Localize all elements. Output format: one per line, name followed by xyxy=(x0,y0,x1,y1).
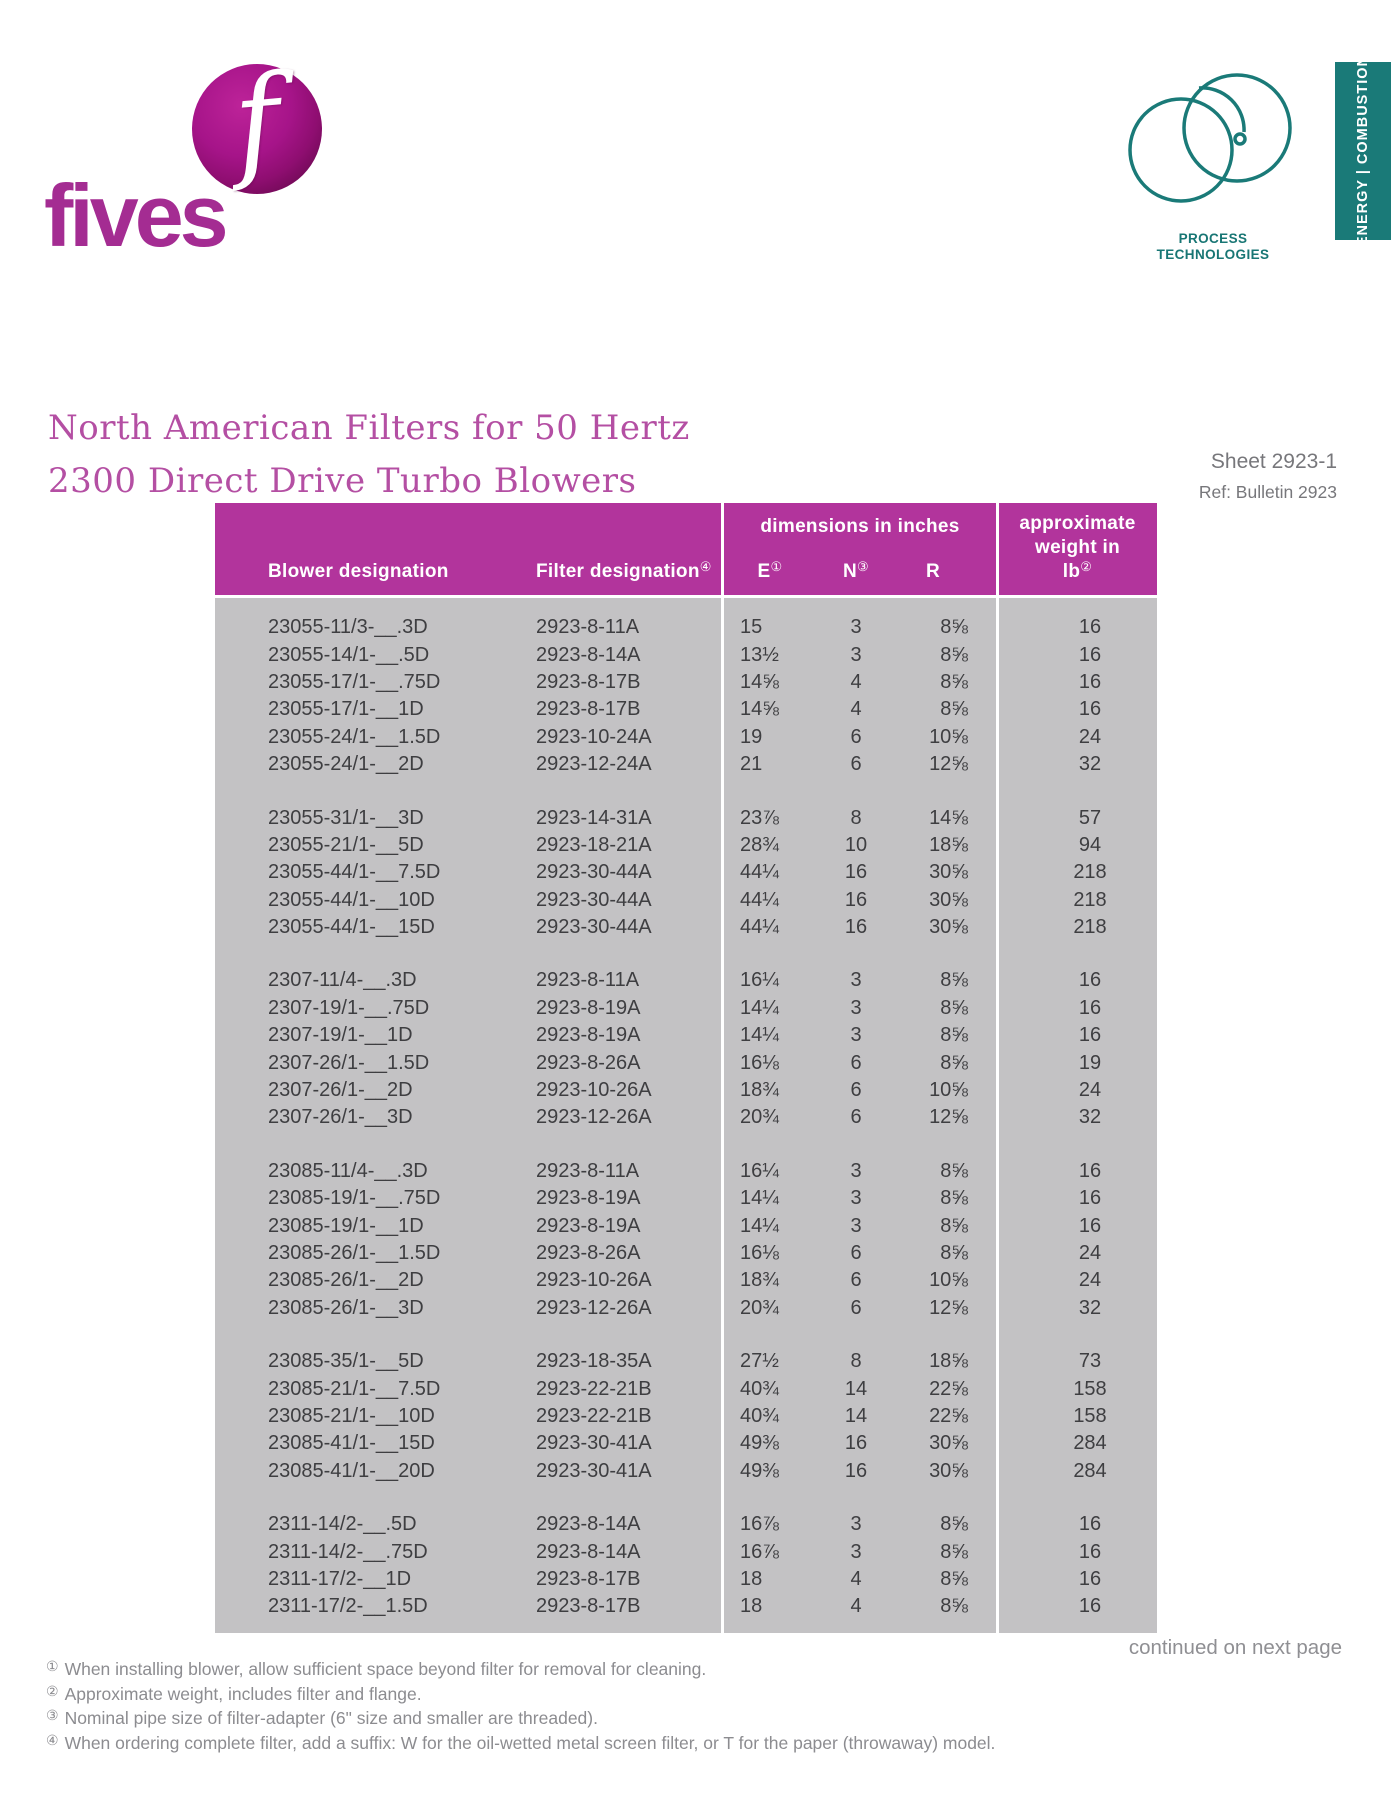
cell-filter: 2923-18-35A xyxy=(536,1350,652,1373)
cell-r: 10⅝ xyxy=(929,725,968,748)
footnote-1 xyxy=(46,1658,995,1683)
col-header-r: R xyxy=(925,561,941,582)
cell-blower: 23055-11/3-__.3D xyxy=(268,616,428,639)
cell-e: 40¾ xyxy=(740,1404,779,1427)
table-row xyxy=(215,1458,1157,1485)
cell-weight: 16 xyxy=(1078,643,1102,666)
cell-e: 27½ xyxy=(740,1350,779,1373)
cell-n: 10 xyxy=(844,833,868,856)
cell-filter: 2923-18-21A xyxy=(536,833,652,856)
cell-blower: 2307-26/1-__3D xyxy=(268,1106,413,1129)
cell-n: 6 xyxy=(850,1079,862,1102)
table-row xyxy=(215,1593,1157,1620)
cell-e: 23⅞ xyxy=(740,806,779,829)
cell-filter: 2923-8-19A xyxy=(536,1024,641,1047)
cell-filter: 2923-8-14A xyxy=(536,643,641,666)
footnote-2 xyxy=(46,1683,995,1708)
cell-e: 49⅜ xyxy=(740,1432,779,1455)
cell-weight: 158 xyxy=(1073,1377,1107,1400)
cell-r: 8⅝ xyxy=(940,1540,968,1563)
cell-e: 18¾ xyxy=(740,1079,779,1102)
cell-blower: 23085-11/4-__.3D xyxy=(268,1159,428,1182)
table-row xyxy=(215,751,1157,778)
cell-n: 3 xyxy=(850,1159,862,1182)
cell-weight: 24 xyxy=(1078,725,1102,748)
table-row xyxy=(215,1348,1157,1375)
table-row xyxy=(215,967,1157,994)
cell-filter: 2923-22-21B xyxy=(536,1404,652,1427)
table-body xyxy=(215,598,1157,1633)
cell-weight: 16 xyxy=(1078,1187,1102,1210)
table-row xyxy=(215,1403,1157,1430)
cell-filter: 2923-10-26A xyxy=(536,1079,652,1102)
cell-n: 3 xyxy=(850,643,862,666)
cell-weight: 24 xyxy=(1078,1269,1102,1292)
cell-e: 14¼ xyxy=(740,1024,779,1047)
table-row xyxy=(215,1240,1157,1267)
cell-filter: 2923-8-19A xyxy=(536,1214,641,1237)
cell-n: 16 xyxy=(844,888,868,911)
cell-n: 16 xyxy=(844,1459,868,1482)
cell-blower: 2307-26/1-__1.5D xyxy=(268,1051,430,1074)
cell-n: 6 xyxy=(850,1051,862,1074)
table-row xyxy=(215,669,1157,696)
cell-blower: 23055-14/1-__.5D xyxy=(268,643,430,666)
cell-r: 8⅝ xyxy=(940,698,968,721)
cell-weight: 16 xyxy=(1078,1567,1102,1590)
fives-wordmark: fives xyxy=(44,166,225,265)
cell-n: 4 xyxy=(850,670,862,693)
cell-n: 3 xyxy=(850,1513,862,1536)
cell-e: 20¾ xyxy=(740,1106,779,1129)
process-label-line1: PROCESS xyxy=(1178,231,1248,246)
cell-weight: 94 xyxy=(1078,833,1102,856)
cell-filter: 2923-8-26A xyxy=(536,1051,641,1074)
table-row xyxy=(215,696,1157,723)
table-group xyxy=(215,804,1157,941)
sheet-number: Sheet 2923-1 xyxy=(1210,450,1337,473)
cell-blower: 23085-35/1-__5D xyxy=(268,1350,424,1373)
cell-e: 40¾ xyxy=(740,1377,779,1400)
cell-n: 14 xyxy=(844,1377,868,1400)
col-header-e: E① xyxy=(757,559,783,582)
cell-filter: 2923-8-17B xyxy=(536,1595,641,1618)
cell-weight: 218 xyxy=(1073,916,1107,939)
cell-blower: 23085-21/1-__7.5D xyxy=(268,1377,441,1400)
bulletin-ref: Ref: Bulletin 2923 xyxy=(1198,482,1337,502)
footnote-3 xyxy=(46,1707,995,1732)
cell-filter: 2923-8-11A xyxy=(536,969,640,992)
cell-weight: 16 xyxy=(1078,698,1102,721)
cell-weight: 16 xyxy=(1078,670,1102,693)
cell-filter: 2923-8-11A xyxy=(536,1159,640,1182)
banner-label: ENERGY | COMBUSTION xyxy=(1355,55,1371,247)
table-row xyxy=(215,1375,1157,1402)
col-header-filter: Filter designation④ xyxy=(536,559,712,582)
table-row xyxy=(215,1267,1157,1294)
cell-e: 13½ xyxy=(740,643,779,666)
cell-weight: 16 xyxy=(1078,996,1102,1019)
cell-r: 18⅝ xyxy=(929,833,968,856)
cell-e: 16⅞ xyxy=(740,1513,779,1536)
cell-blower: 23055-44/1-__15D xyxy=(268,916,435,939)
cell-filter: 2923-12-26A xyxy=(536,1106,652,1129)
table-group xyxy=(215,1511,1157,1621)
cell-r: 8⅝ xyxy=(940,1567,968,1590)
cell-weight: 19 xyxy=(1078,1051,1102,1074)
cell-weight: 218 xyxy=(1073,888,1107,911)
cell-n: 8 xyxy=(850,806,862,829)
cell-filter: 2923-30-41A xyxy=(536,1432,652,1455)
cell-n: 3 xyxy=(850,996,862,1019)
cell-r: 22⅝ xyxy=(929,1404,968,1427)
cell-filter: 2923-30-41A xyxy=(536,1459,652,1482)
cell-weight: 16 xyxy=(1078,1024,1102,1047)
cell-weight: 218 xyxy=(1073,861,1107,884)
footnote-4-text: When ordering complete filter, add a suffix: W for the oil-wetted metal screen filter, or T for the paper (throwaway) model. xyxy=(64,1732,996,1753)
cell-filter: 2923-8-19A xyxy=(536,1187,641,1210)
cell-r: 22⅝ xyxy=(929,1377,968,1400)
cell-weight: 158 xyxy=(1073,1404,1107,1427)
table-row xyxy=(215,1185,1157,1212)
cell-r: 8⅝ xyxy=(940,643,968,666)
cell-weight: 284 xyxy=(1073,1432,1107,1455)
table-header xyxy=(215,503,1157,598)
table-row xyxy=(215,887,1157,914)
cell-weight: 16 xyxy=(1078,1595,1102,1618)
cell-n: 6 xyxy=(850,1242,862,1264)
table-divider-1 xyxy=(721,503,724,1633)
cell-filter: 2923-8-19A xyxy=(536,996,641,1019)
table-row xyxy=(215,641,1157,668)
cell-n: 3 xyxy=(850,1024,862,1047)
cell-n: 6 xyxy=(850,753,862,776)
table-row xyxy=(215,724,1157,751)
cell-n: 16 xyxy=(844,916,868,939)
cell-n: 6 xyxy=(850,725,862,748)
cell-blower: 2311-17/2-__1.5D xyxy=(268,1595,428,1618)
cell-n: 4 xyxy=(850,1567,862,1590)
cell-weight: 16 xyxy=(1078,969,1102,992)
process-technologies-logo-icon xyxy=(1118,68,1308,228)
footnote-1-text: When installing blower, allow sufficient space beyond filter for removal for cleaning. xyxy=(64,1659,707,1679)
cell-r: 12⅝ xyxy=(929,1106,968,1129)
footnote-4-marker: ④ xyxy=(46,1731,59,1748)
cell-weight: 16 xyxy=(1078,1159,1102,1182)
table-group xyxy=(215,1158,1157,1322)
cell-n: 6 xyxy=(850,1106,862,1129)
process-label-line2: TECHNOLOGIES xyxy=(1156,247,1270,262)
cell-e: 18¾ xyxy=(740,1269,779,1292)
cell-n: 6 xyxy=(850,1269,862,1292)
cell-e: 21 xyxy=(740,753,763,776)
cell-r: 8⅝ xyxy=(940,1159,968,1182)
cell-r: 8⅝ xyxy=(940,1187,968,1210)
cell-r: 12⅝ xyxy=(929,1296,968,1319)
cell-e: 14¼ xyxy=(740,1187,779,1210)
cell-blower: 2311-14/2-__.75D xyxy=(268,1540,428,1563)
col-header-blower: Blower designation xyxy=(268,561,449,582)
cell-blower: 23055-24/1-__2D xyxy=(268,753,424,776)
cell-r: 30⅝ xyxy=(929,1459,968,1482)
sheet-info xyxy=(1199,450,1337,503)
cell-blower: 23085-26/1-__1.5D xyxy=(268,1242,441,1264)
cell-n: 3 xyxy=(850,1540,862,1563)
table-row xyxy=(215,914,1157,941)
footnote-2-text: Approximate weight, includes filter and flange. xyxy=(64,1683,422,1704)
cell-blower: 23085-26/1-__2D xyxy=(268,1269,424,1292)
cell-filter: 2923-8-14A xyxy=(536,1540,641,1563)
cell-blower: 23085-19/1-__1D xyxy=(268,1214,424,1237)
cell-filter: 2923-12-26A xyxy=(536,1296,652,1319)
cell-r: 8⅝ xyxy=(940,1051,968,1074)
cell-r: 10⅝ xyxy=(929,1269,968,1292)
cell-r: 10⅝ xyxy=(929,1079,968,1102)
cell-n: 6 xyxy=(850,1296,862,1319)
cell-filter: 2923-10-26A xyxy=(536,1269,652,1292)
table-group xyxy=(215,614,1157,778)
table-row xyxy=(215,804,1157,831)
cell-r: 30⅝ xyxy=(929,888,968,911)
cell-r: 30⅝ xyxy=(929,916,968,939)
cell-e: 14⅝ xyxy=(740,698,779,721)
cell-r: 8⅝ xyxy=(940,1024,968,1047)
table-row xyxy=(215,1295,1157,1322)
cell-e: 15 xyxy=(740,616,763,639)
cell-filter: 2923-30-44A xyxy=(536,861,652,884)
cell-filter: 2923-8-17B xyxy=(536,698,641,721)
cell-filter: 2923-30-44A xyxy=(536,888,652,911)
cell-r: 8⅝ xyxy=(940,1214,968,1237)
cell-weight: 73 xyxy=(1078,1350,1102,1373)
table-row xyxy=(215,1022,1157,1049)
cell-r: 30⅝ xyxy=(929,1432,968,1455)
cell-n: 3 xyxy=(850,969,862,992)
table-row xyxy=(215,995,1157,1022)
table-row xyxy=(215,1077,1157,1104)
page-title xyxy=(48,402,690,508)
cell-blower: 23085-26/1-__3D xyxy=(268,1296,424,1319)
cell-r: 8⅝ xyxy=(940,670,968,693)
cell-e: 14¼ xyxy=(740,996,779,1019)
cell-r: 8⅝ xyxy=(940,969,968,992)
cell-weight: 24 xyxy=(1078,1242,1102,1264)
cell-e: 49⅜ xyxy=(740,1459,779,1482)
cell-e: 16⅞ xyxy=(740,1540,779,1563)
table-row xyxy=(215,832,1157,859)
footnote-1-marker: ① xyxy=(46,1658,59,1674)
col-group-dimensions: dimensions in inches xyxy=(760,516,960,537)
cell-r: 8⅝ xyxy=(940,996,968,1019)
cell-e: 14¼ xyxy=(740,1214,779,1237)
cell-filter: 2923-22-21B xyxy=(536,1377,652,1400)
continued-note: continued on next page xyxy=(1128,1636,1342,1659)
cell-blower: 2307-11/4-__.3D xyxy=(268,969,417,992)
cell-r: 8⅝ xyxy=(940,616,968,639)
cell-weight: 284 xyxy=(1073,1459,1107,1482)
cell-blower: 23085-19/1-__.75D xyxy=(268,1187,441,1210)
cell-n: 16 xyxy=(844,861,868,884)
cell-filter: 2923-14-31A xyxy=(536,806,652,829)
cell-n: 14 xyxy=(844,1404,868,1427)
cell-blower: 23055-44/1-__7.5D xyxy=(268,861,441,884)
footnote-4 xyxy=(46,1732,995,1757)
footnote-ref-4: ④ xyxy=(699,559,712,574)
table-row xyxy=(215,1104,1157,1131)
table-row xyxy=(215,1049,1157,1076)
cell-blower: 2307-19/1-__1D xyxy=(268,1024,413,1047)
table-group xyxy=(215,1348,1157,1485)
table-row xyxy=(215,859,1157,886)
col-header-n: N③ xyxy=(843,559,869,582)
cell-blower: 2311-14/2-__.5D xyxy=(268,1513,417,1536)
table-row xyxy=(215,614,1157,641)
cell-r: 30⅝ xyxy=(929,861,968,884)
cell-blower: 23085-21/1-__10D xyxy=(268,1404,435,1427)
cell-blower: 23055-17/1-__1D xyxy=(268,698,424,721)
cell-n: 8 xyxy=(850,1350,862,1373)
cell-weight: 32 xyxy=(1078,753,1102,776)
cell-e: 20¾ xyxy=(740,1296,779,1319)
cell-e: 16⅛ xyxy=(740,1051,779,1074)
cell-r: 18⅝ xyxy=(929,1350,968,1373)
footnote-3-text: Nominal pipe size of filter-adapter (6" size and smaller are threaded). xyxy=(64,1708,598,1728)
cell-e: 16⅛ xyxy=(740,1242,779,1264)
cell-blower: 2307-19/1-__.75D xyxy=(268,996,430,1019)
cell-filter: 2923-8-14A xyxy=(536,1513,641,1536)
cell-blower: 23085-41/1-__20D xyxy=(268,1459,435,1482)
cell-weight: 16 xyxy=(1078,1540,1102,1563)
table-row xyxy=(215,1430,1157,1457)
cell-e: 16¼ xyxy=(740,969,779,992)
table-row xyxy=(215,1158,1157,1185)
cell-blower: 23055-31/1-__3D xyxy=(268,806,424,829)
cell-e: 18 xyxy=(740,1567,763,1590)
cell-weight: 16 xyxy=(1078,1513,1102,1536)
col-header-weight: approximate weight in lb② xyxy=(1019,513,1136,582)
cell-n: 3 xyxy=(850,1187,862,1210)
cell-e: 44¼ xyxy=(740,861,779,884)
cell-weight: 24 xyxy=(1078,1079,1102,1102)
cell-blower: 23055-24/1-__1.5D xyxy=(268,725,441,748)
cell-weight: 16 xyxy=(1078,616,1102,639)
footnote-2-marker: ② xyxy=(46,1682,59,1699)
cell-filter: 2923-8-17B xyxy=(536,1567,641,1590)
cell-blower: 2307-26/1-__2D xyxy=(268,1079,413,1102)
table-group xyxy=(215,967,1157,1131)
cell-weight: 16 xyxy=(1078,1214,1102,1237)
cell-e: 44¼ xyxy=(740,916,779,939)
fives-logo-f-icon: f xyxy=(228,48,286,195)
footnote-ref-3: ③ xyxy=(857,559,869,574)
cell-filter: 2923-10-24A xyxy=(536,725,652,748)
footnote-ref-1: ① xyxy=(770,559,783,574)
cell-blower: 23055-21/1-__5D xyxy=(268,833,424,856)
cell-e: 14⅝ xyxy=(740,670,779,693)
cell-blower: 23055-44/1-__10D xyxy=(268,888,435,911)
cell-n: 16 xyxy=(844,1432,868,1455)
cell-filter: 2923-12-24A xyxy=(536,753,652,776)
cell-r: 8⅝ xyxy=(940,1595,968,1618)
cell-r: 14⅝ xyxy=(929,806,968,829)
cell-filter: 2923-8-26A xyxy=(536,1242,641,1264)
cell-blower: 2311-17/2-__1D xyxy=(268,1567,412,1590)
cell-blower: 23085-41/1-__15D xyxy=(268,1432,435,1455)
title-line2: 2300 Direct Drive Turbo Blowers xyxy=(48,461,637,501)
cell-e: 16¼ xyxy=(740,1159,779,1182)
cell-blower: 23055-17/1-__.75D xyxy=(268,670,441,693)
table-divider-2 xyxy=(996,503,999,1633)
table-row xyxy=(215,1538,1157,1565)
energy-combustion-banner xyxy=(1335,55,1391,247)
cell-e: 19 xyxy=(740,725,763,748)
filters-table xyxy=(215,503,1157,1633)
cell-weight: 32 xyxy=(1078,1296,1102,1319)
cell-r: 8⅝ xyxy=(940,1513,968,1536)
title-line1: North American Filters for 50 Hertz xyxy=(48,408,690,448)
table-row xyxy=(215,1212,1157,1239)
footnote-3-marker: ③ xyxy=(46,1707,59,1723)
cell-n: 4 xyxy=(850,698,862,721)
cell-r: 8⅝ xyxy=(940,1242,968,1264)
cell-e: 44¼ xyxy=(740,888,779,911)
cell-r: 12⅝ xyxy=(929,753,968,776)
cell-filter: 2923-30-44A xyxy=(536,916,652,939)
cell-weight: 32 xyxy=(1078,1106,1102,1129)
cell-weight: 57 xyxy=(1078,806,1102,829)
footnote-ref-2: ② xyxy=(1080,559,1093,574)
cell-n: 3 xyxy=(850,616,862,639)
footnotes xyxy=(46,1658,995,1756)
cell-n: 3 xyxy=(850,1214,862,1237)
cell-filter: 2923-8-11A xyxy=(536,616,640,639)
cell-e: 28¾ xyxy=(740,833,779,856)
table-row xyxy=(215,1566,1157,1593)
process-technologies-label xyxy=(1138,231,1288,263)
cell-e: 18 xyxy=(740,1595,763,1618)
cell-filter: 2923-8-17B xyxy=(536,670,641,693)
table-row xyxy=(215,1511,1157,1538)
cell-n: 4 xyxy=(850,1595,862,1618)
